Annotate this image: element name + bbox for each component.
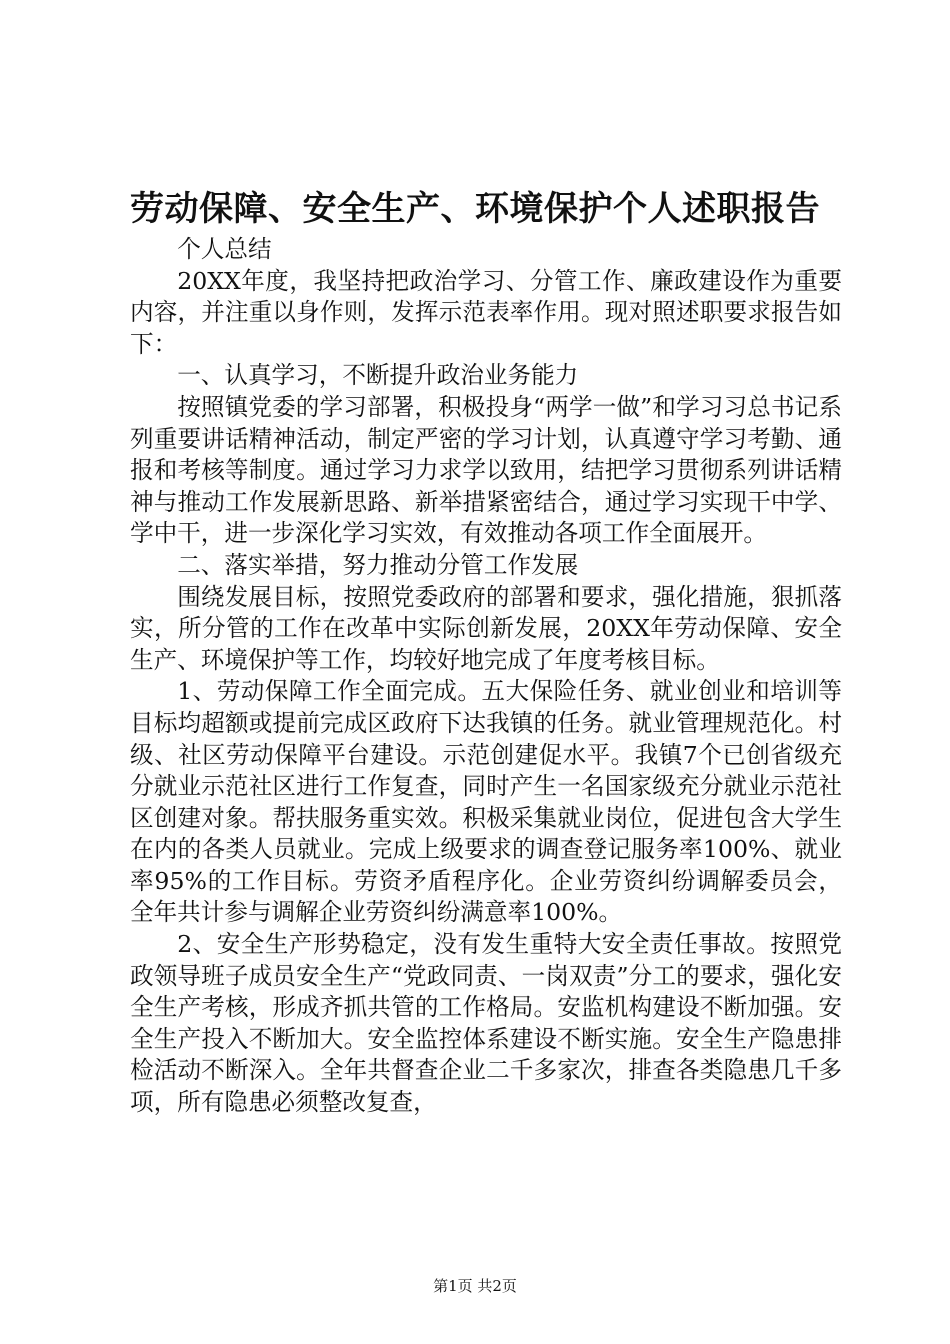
paragraph-summary-label: 个人总结 — [177, 235, 272, 263]
paragraph-study: 按照镇党委的学习部署，积极投身“两学一做”和学习习总书记系列重要讲话精神活动，制定严密的学习计划，认真遵守学习考勤、通报和考核等制度。通过学习力求学以致用，结把学习贯彻系列讲话精神与推动工作发展新思路、新举措紧密结合，通过学习实现干中学、学中干，进一步深化学习实效，有效推动各项工作全面展开。 — [130, 392, 842, 548]
section-heading-study: 一、认真学习，不断提升政治业务能力 — [177, 361, 579, 390]
page-number-footer: 第1页 共2页 — [433, 1277, 517, 1295]
section-heading-measures: 二、落实举措，努力推动分管工作发展 — [177, 550, 579, 579]
paragraph-intro: 20XX年度，我坚持把政治学习、分管工作、廉政建设作为重要内容，并注重以身作则，发挥示范表率作用。现对照述职要求报告如下： — [130, 266, 842, 358]
document-title: 劳动保障、安全生产、环境保护个人述职报告 — [130, 189, 820, 229]
document-body — [130, 234, 842, 1119]
paragraph-measures: 围绕发展目标，按照党委政府的部署和要求，强化措施，狠抓落实，所分管的工作在改革中实际创新发展，20XX年劳动保障、安全生产、环境保护等工作，均较好地完成了年度考核目标。 — [130, 582, 842, 674]
paragraph-work-safety: 2、安全生产形势稳定，没有发生重特大安全责任事故。按照党政领导班子成员安全生产“党政同责、一岗双责”分工的要求，强化安全生产考核，形成齐抓共管的工作格局。安监机构建设不断加强。安全生产投入不断加大。安全监控体系建设不断实施。安全生产隐患排检活动不断深入。全年共督查企业二千多家次，排查各类隐患几千多项，所有隐患必须整改复查， — [130, 930, 842, 1117]
paragraph-labor-security: 1、劳动保障工作全面完成。五大保险任务、就业创业和培训等目标均超额或提前完成区政府下达我镇的任务。就业管理规范化。村级、社区劳动保障平台建设。示范创建促水平。我镇7个已创省级充分就业示范社区进行工作复查，同时产生一名国家级充分就业示范社区创建对象。帮扶服务重实效。积极采集就业岗位，促进包含大学生在内的各类人员就业。完成上级要求的调查登记服务率100%、就业率95%的工作目标。劳资矛盾程序化。企业劳资纠纷调解委员会，全年共计参与调解企业劳资纠纷满意率100%。 — [130, 677, 842, 927]
